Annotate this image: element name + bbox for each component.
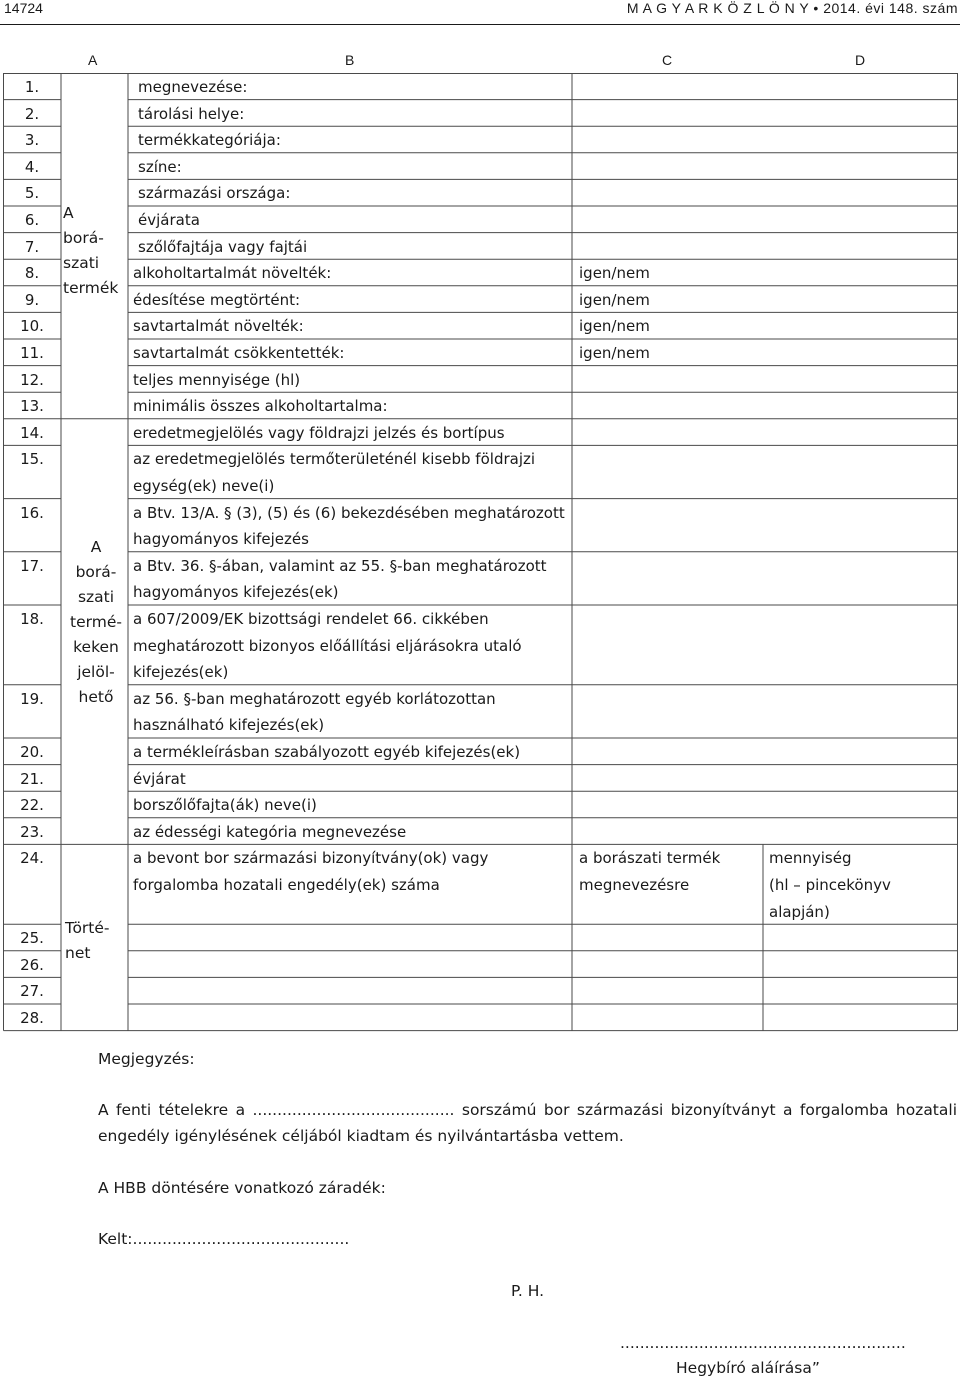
- row-number: 21.: [20, 769, 44, 788]
- row-number: 3.: [24, 131, 40, 150]
- row-label: tárolási helye:: [138, 104, 245, 123]
- row-label: az 56. §-ban meghatározott egyéb korlátozottan: [133, 689, 496, 708]
- row-label: származási országa:: [138, 184, 291, 203]
- row-label: eredetmegjelölés vagy földrajzi jelzés és bortípus: [133, 423, 505, 442]
- row-number: 20.: [20, 743, 44, 761]
- row-label: a 607/2009/EK bizottsági rendelet 66. cikkében: [133, 610, 489, 628]
- row-label: alkoholtartalmát növelték:: [133, 264, 332, 283]
- row-label: a Btv. 13/A. § (3), (5) és (6) bekezdésében meghatározott: [133, 503, 565, 522]
- note-label: Megjegyzés:: [98, 1050, 195, 1068]
- issuance-statement: A fenti tételekre a ......................................... sorszámú bor származási bizonyítványt a forgalomba hozatali engedély igénylésének céljából kiadtam és nyilvántartásba vettem.: [98, 1101, 957, 1145]
- row-value-c: a borászati termék: [579, 849, 721, 868]
- row-number: 25.: [20, 929, 44, 948]
- row-number: 7.: [24, 237, 40, 256]
- signature-line: ..........................................................: [620, 1334, 906, 1352]
- row-label: színe:: [138, 157, 182, 176]
- row-label: teljes mennyisége (hl): [133, 370, 301, 389]
- row-label: savtartalmát növelték:: [133, 317, 304, 336]
- row-number: 22.: [20, 796, 44, 815]
- row-label: édesítése megtörtént:: [133, 290, 301, 309]
- row-number: 2.: [24, 104, 40, 123]
- column-letter-c: C: [662, 52, 673, 68]
- row-value-c: megnevezésre: [579, 876, 690, 894]
- row-label: szőlőfajtája vagy fajtái: [138, 237, 308, 256]
- row-label: a Btv. 36. §-ában, valamint az 55. §-ban meghatározott: [133, 556, 547, 575]
- group-label-wine: A borá- szati termék: [63, 204, 119, 297]
- row-number: 27.: [20, 982, 44, 1001]
- row-label: savtartalmát csökkentették:: [133, 344, 345, 362]
- row-label: az édességi kategória megnevezése: [133, 822, 407, 841]
- column-letter-b: B: [345, 52, 355, 68]
- row-value-c: igen/nem: [579, 290, 650, 309]
- row-number: 26.: [20, 955, 44, 974]
- page-number: 14724: [4, 0, 43, 16]
- journal-title: M A G Y A R K Ö Z L Ö N Y • 2014. évi 148. szám: [626, 0, 958, 16]
- row-number: 10.: [20, 317, 44, 336]
- row-number: 17.: [20, 556, 44, 575]
- row-number: 8.: [24, 264, 40, 283]
- row-label: minimális összes alkoholtartalma:: [133, 397, 388, 416]
- row-label: évjárat: [133, 769, 186, 788]
- row-number: 12.: [20, 370, 44, 389]
- row-number: 1.: [24, 78, 40, 96]
- row-label: a bevont bor származási bizonyítvány(ok) vagy: [133, 849, 489, 868]
- row-label: hagyományos kifejezés: [133, 530, 309, 549]
- place-date-field: Kelt:............................................: [98, 1230, 350, 1248]
- row-label: évjárata: [138, 211, 200, 229]
- row-number: 11.: [20, 344, 44, 362]
- form-table: [3, 73, 958, 1033]
- group-label-history: Törté- net: [65, 919, 110, 962]
- group-label-indications: A borá- szati termé- keken jelöl- hető: [70, 538, 122, 706]
- row-label: a termékleírásban szabályozott egyéb kifejezés(ek): [133, 743, 521, 761]
- row-label: termékkategóriája:: [138, 131, 281, 150]
- row-number: 28.: [20, 1009, 44, 1027]
- row-value-d: alapján): [769, 902, 830, 921]
- row-value-c: igen/nem: [579, 317, 650, 336]
- row-number: 9.: [24, 290, 40, 309]
- row-number: 14.: [20, 423, 44, 442]
- row-label: kifejezés(ek): [133, 663, 229, 682]
- row-number: 23.: [20, 822, 44, 841]
- row-label: egység(ek) neve(i): [133, 477, 275, 495]
- stamp-label: P. H.: [511, 1282, 545, 1300]
- row-value-c: igen/nem: [579, 264, 650, 283]
- clause-label: A HBB döntésére vonatkozó záradék:: [98, 1179, 386, 1197]
- row-number: 19.: [20, 689, 44, 708]
- row-label: borszőlőfajta(ák) neve(i): [133, 796, 317, 815]
- row-label: megnevezése:: [138, 78, 248, 96]
- row-label: használható kifejezés(ek): [133, 716, 325, 735]
- row-number: 18.: [20, 610, 44, 628]
- row-value-c: igen/nem: [579, 344, 650, 362]
- row-label: meghatározott bizonyos előállítási eljárásokra utaló: [133, 636, 522, 655]
- row-number: 15.: [20, 450, 44, 469]
- row-label: forgalomba hozatali engedély(ek) száma: [133, 876, 440, 894]
- row-number: 5.: [24, 184, 40, 203]
- row-value-d: (hl – pincekönyv: [769, 876, 891, 894]
- row-value-d: mennyiség: [769, 849, 852, 868]
- row-number: 6.: [24, 211, 40, 229]
- signature-label: Hegybíró aláírása”: [676, 1359, 820, 1377]
- row-label: hagyományos kifejezés(ek): [133, 583, 339, 602]
- column-letter-d: D: [855, 52, 866, 68]
- row-label: az eredetmegjelölés termőterületénél kisebb földrajzi: [133, 450, 536, 469]
- row-number: 13.: [20, 397, 44, 416]
- row-number: 4.: [24, 157, 40, 176]
- page-header: [0, 0, 960, 20]
- header-rule: [0, 24, 960, 25]
- row-number: 16.: [20, 503, 44, 522]
- row-number: 24.: [20, 849, 44, 868]
- column-letter-a: A: [88, 52, 98, 68]
